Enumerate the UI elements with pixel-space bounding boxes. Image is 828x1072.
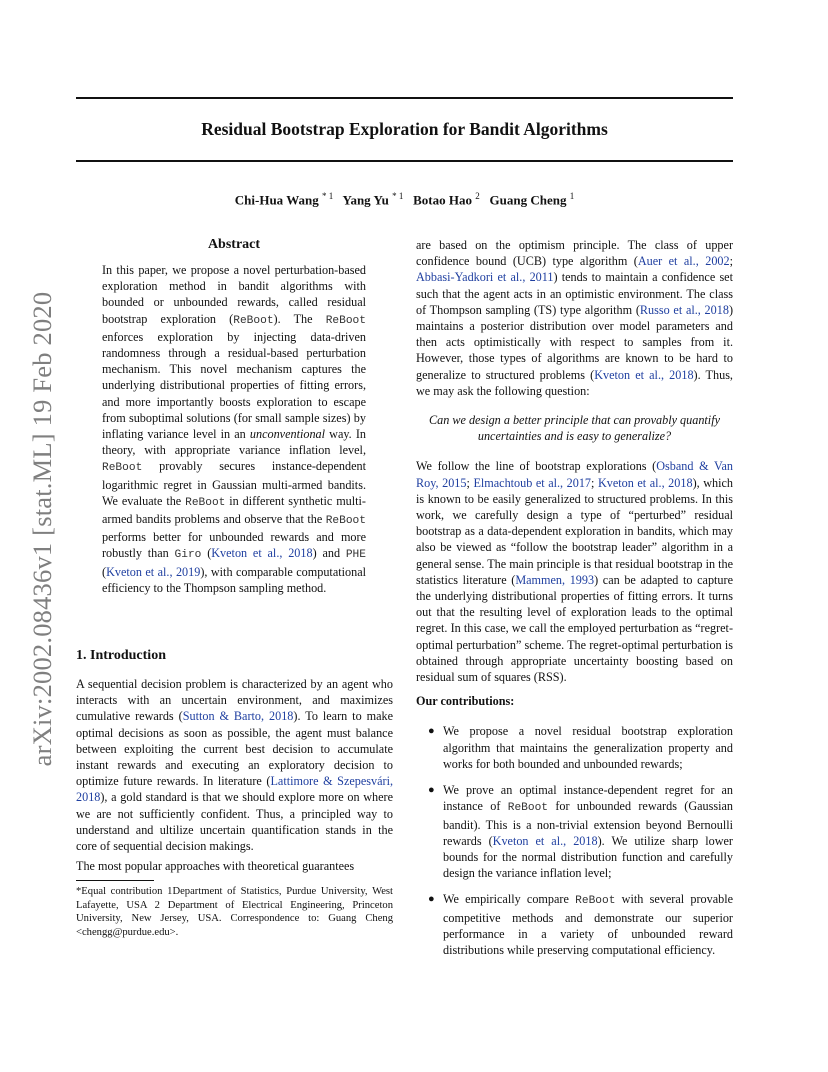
author-affiliation-mark: * 1 [321, 191, 334, 201]
body-text: We empirically compare [443, 892, 576, 907]
bullet-icon: ● [428, 725, 435, 738]
body-text: We prove an optimal instance-dependent regret for an instance of [443, 783, 733, 814]
method-name: ReBoot [507, 802, 549, 815]
body-text: ; [729, 254, 733, 269]
citation-link[interactable]: Kveton et al., 2019 [106, 564, 201, 579]
abstract-heading: Abstract [207, 237, 261, 252]
author-name: Chi-Hua Wang [234, 192, 319, 208]
footnote-rule [76, 880, 154, 881]
title-bottom-rule [76, 160, 733, 162]
abstract-text: ( [201, 546, 212, 561]
abstract-text: performs better for unbounded rewards and more robustly than [102, 530, 366, 561]
body-text: A sequential decision problem is characterized by an agent who interacts with an uncertain environment, and maximizes cumulative rewards ( [76, 677, 393, 724]
body-text: ) can be adapted to capture the underlying distributional properties of fitting errors. It turns out that the resulting level of exploration leads to the optimal regret. In this case, we call the employed perturbation as “regret-optimal perturbation” scheme. The regret-optimal perturbation is obtained through appropriate uncertainty boosting based on residual sum of squares (RSS). [416, 572, 733, 685]
body-text: ), a gold standard is that we should explore more on where we are not sufficiently confident. Thus, a principled way to understand and ultilize uncertain quantification stands in the core of sequential decision makings. [76, 790, 393, 854]
citation-link[interactable]: Russo et al., 2018 [639, 302, 729, 317]
research-question: Can we design a better principle that can provably quantify uncertainties and is easy to generalize? [429, 413, 720, 444]
author-affiliation-mark: 1 [569, 191, 575, 201]
citation-link[interactable]: Kveton et al., 2018 [597, 475, 693, 490]
section-heading-introduction: 1. Introduction [76, 648, 166, 663]
citation-link[interactable]: Kveton et al., 2018 [492, 833, 598, 848]
contributions-heading: Our contributions: [416, 694, 515, 709]
body-text: ) tends to maintain a confidence set such that the agent acts in an optimistic environment. The class of Thompson sampling (TS) type algorithm ( [416, 270, 733, 317]
citation-link[interactable]: Elmachtoub et al., 2017 [473, 475, 592, 490]
body-text: ). To learn to make optimal decisions as soon as possible, the agent must balance between exploiting the current best decision to accumulate instant rewards and executing an exploratory decision to optimize future rewards. In literature ( [76, 709, 394, 789]
body-text: ; [591, 475, 598, 490]
right-column [416, 237, 733, 958]
abstract-text: In this paper, we propose a novel perturbation-based exploration method in bandit algorithms with bounded or unbounded rewards, called residual bootstrap exploration ( [102, 263, 366, 326]
author-name: Botao Hao [413, 192, 472, 208]
abstract-text: provably secures instance-dependent logarithmic regret in Gaussian multi-armed bandits. We evaluate the [102, 459, 366, 508]
emphasis-text: unconventional [249, 427, 326, 442]
body-text: We propose a novel residual bootstrap exploration algorithm that maintains the generalization property and works for both bounded and unbounded rewards; [443, 724, 733, 771]
body-text: are based on the optimism principle. The class of upper confidence bound (UCB) type algorithm ( [416, 238, 733, 269]
author-affiliation-mark: * 1 [392, 191, 404, 201]
list-item [416, 891, 733, 958]
body-text: ). We utilize sharp lower bounds for the normal distribution function and carefully design the variance inflation level; [443, 833, 733, 881]
body-text: We follow the line of bootstrap explorations ( [416, 459, 657, 474]
abstract-body [102, 262, 366, 596]
abstract-text: way. In theory, with appropriate variance inflation level, [102, 427, 367, 458]
body-paragraph [416, 237, 733, 399]
citation-link[interactable]: Abbasi-Yadkori et al., 2011 [416, 270, 554, 285]
abstract-text: ) and [312, 546, 346, 561]
citation-link[interactable]: Auer et al., 2002 [637, 254, 730, 269]
list-item [416, 782, 733, 881]
body-text: ) maintains a posterior distribution over model parameters and then acts optimistically with respect to samples from it. However, those types of algorithms are known to be hard to generalize to structured problems ( [416, 302, 733, 382]
body-text: ; [466, 475, 474, 490]
abstract-text: ( [102, 564, 107, 579]
abstract-paragraph [102, 262, 366, 596]
citation-link[interactable]: Kveton et al., 2018 [594, 367, 694, 382]
body-text: ), which is known to be easily generalized to structured problems. In this work, we carefully design a type of “perturbed” residual bootstrap as a data-dependent exploration in bandits, which may also be viewed as “follow the bootstrap leader” algorithm in a general sense. The main principle is that residual bootstrap in the statistics literature ( [416, 475, 733, 587]
paper-title: Residual Bootstrap Exploration for Bandit Algorithms [201, 119, 608, 139]
method-name: ReBoot [325, 314, 366, 327]
intro-paragraph [76, 676, 393, 854]
method-name: ReBoot [575, 895, 616, 908]
abstract-text: ), with comparable computational efficiency to the Thompson sampling method. [102, 564, 366, 595]
citation-link[interactable]: Sutton & Barto, 2018 [182, 709, 294, 724]
footnote [76, 885, 393, 939]
method-name: ReBoot [102, 462, 143, 475]
bullet-icon: ● [428, 893, 435, 906]
contributions-list [416, 723, 733, 958]
abstract-text: enforces exploration by injecting data-driven randomness through a residual-based perturbation mechanism. This novel mechanism captures the underlying distributional properties of fitting errors, and more importantly boosts exploration to escape from suboptimal solutions (for small sample sizes) by inflating variance level in an [102, 329, 366, 442]
bullet-icon: ● [428, 784, 435, 797]
method-name: ReBoot [185, 496, 226, 509]
author-name: Yang Yu [342, 192, 389, 208]
introduction-body [76, 676, 393, 874]
body-text: for unbounded rewards (Gaussian bandit). This is a non-trivial extension beyond Bernoulli rewards ( [443, 799, 733, 848]
citation-link[interactable]: Mammen, 1993 [515, 572, 595, 587]
citation-link[interactable]: Osband & Van Roy, 2015 [416, 459, 733, 490]
abstract-text: in different synthetic multi-armed bandits problems and observe that the [102, 493, 366, 527]
body-paragraph [416, 458, 733, 685]
author-affiliation-mark: 2 [475, 191, 480, 201]
author-name: Guang Cheng [489, 192, 567, 208]
method-name: ReBoot [325, 515, 366, 528]
list-item [416, 723, 733, 772]
method-name: Giro [174, 549, 202, 562]
method-name: ReBoot [233, 314, 274, 327]
author-list [76, 191, 733, 208]
footnote-text: *Equal contribution 1Department of Statistics, Purdue University, West Lafayette, USA 2 Department of Electrical Engineering, Princeton University, New Jersey, USA. Correspondence to: Guang Cheng <chengg@purdue.edu>. [76, 886, 393, 938]
title-top-rule [76, 97, 733, 99]
citation-link[interactable]: Kveton et al., 2018 [211, 546, 313, 561]
body-text: ). Thus, we may ask the following question: [416, 367, 733, 398]
intro-paragraph: The most popular approaches with theoretical guarantees [76, 859, 355, 874]
body-text: with several provable competitive methods and demonstrate our superior performance in a variety of unbounded reward distributions while preserving computational efficiency. [443, 892, 733, 957]
arxiv-stamp: arXiv:2002.08436v1 [stat.ML] 19 Feb 2020 [27, 291, 57, 767]
method-name: PHE [345, 549, 366, 562]
abstract-text: ). The [273, 311, 326, 326]
citation-link[interactable]: Lattimore & Szepesvári, 2018 [76, 774, 394, 805]
